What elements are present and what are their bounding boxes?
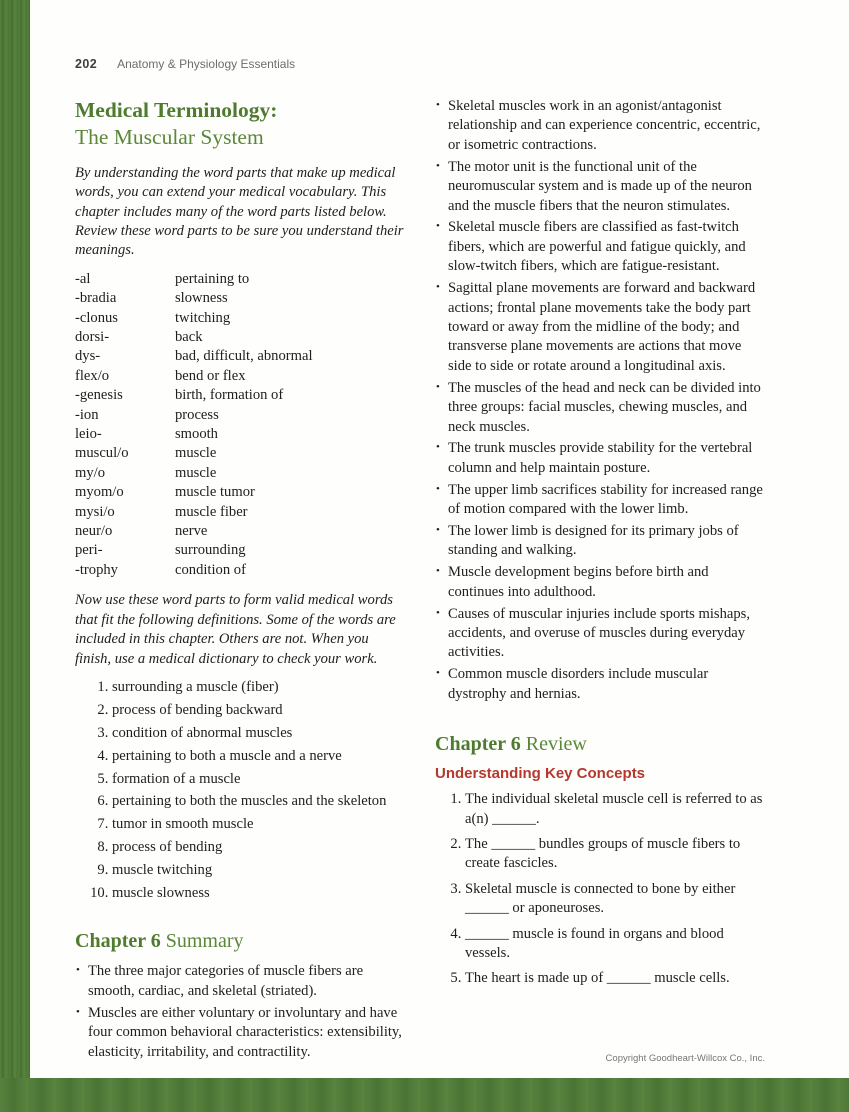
review-question: 2. The ______ bundles groups of muscle fibers to create fascicles.: [465, 835, 767, 874]
summary-bullet: • Muscles are either voluntary or involuntary and have four common behavioral characteristics: extensibility, elasticity, irritability, and contractility.: [75, 1004, 407, 1062]
word-part-row: [75, 464, 407, 483]
word-part-meaning: condition of: [175, 561, 246, 578]
word-part: my/o: [75, 464, 105, 481]
word-part-meaning: smooth: [175, 426, 218, 443]
summary-bullet: • Skeletal muscle fibers are classified as fast-twitch fibers, which are powerful and fatigue quickly, and slow-twitch fibers, which are fatigue-resistant.: [435, 218, 767, 276]
running-head: Anatomy & Physiology Essentials: [117, 57, 296, 71]
summary-bullets-right: [435, 97, 767, 704]
page-number: 202: [75, 57, 98, 71]
chapter-summary-heading-number: Chapter 6: [75, 930, 161, 953]
word-part: dorsi-: [75, 329, 110, 345]
word-part: -bradia: [75, 290, 117, 307]
two-column-layout: [75, 97, 767, 1065]
word-part-row: [75, 386, 407, 405]
summary-bullet: • Skeletal muscles work in an agonist/antagonist relationship and can experience concentric, eccentric, or isometric contractions.: [435, 97, 767, 155]
word-part-meaning: nerve: [175, 523, 208, 540]
word-part-row: [75, 541, 407, 560]
exercise-item: 4. pertaining to both a muscle and a nerve: [112, 747, 407, 766]
chapter-review-heading: [435, 732, 767, 756]
word-part-meaning: pertaining to: [175, 270, 250, 287]
summary-bullet: • Causes of muscular injuries include sports mishaps, accidents, and overuse of muscles during everyday activities.: [435, 605, 767, 663]
word-part-meaning: slowness: [175, 290, 228, 307]
chapter-review-heading-word: Review: [525, 733, 587, 756]
exercise-item: 3. condition of abnormal muscles: [112, 724, 407, 743]
word-part: myom/o: [75, 484, 124, 501]
summary-bullet: • Common muscle disorders include muscular dystrophy and hernias.: [435, 665, 767, 704]
summary-bullet: • The trunk muscles provide stability for the vertebral column and help maintain posture.: [435, 439, 767, 478]
exercise-item: 10. muscle slowness: [112, 884, 407, 903]
chapter-summary-heading-word: Summary: [165, 930, 244, 953]
chapter-review-heading-number: Chapter 6: [435, 733, 521, 756]
word-part-meaning: bend or flex: [175, 367, 246, 384]
word-parts-list: [75, 270, 407, 581]
word-part-meaning: twitching: [175, 309, 231, 326]
exercise-item: 7. tumor in smooth muscle: [112, 815, 407, 834]
word-part-row: [75, 561, 407, 580]
book-spine-band: [0, 0, 30, 1112]
word-part-row: [75, 270, 407, 289]
word-part-row: [75, 483, 407, 502]
exercise-item: 8. process of bending: [112, 838, 407, 857]
word-part-row: [75, 444, 407, 463]
review-question-list: [435, 790, 767, 989]
word-part-meaning: muscle: [175, 445, 217, 462]
word-part: peri-: [75, 542, 103, 559]
word-part-row: [75, 406, 407, 425]
word-part: flex/o: [75, 367, 110, 384]
page-content: [75, 57, 767, 1065]
word-part-meaning: process: [175, 406, 219, 423]
intro-paragraph: By understanding the word parts that make up medical words, you can extend your medical vocabulary. This chapter includes many of the word parts listed below. Review these word parts to be sure you understand their meanings.: [75, 164, 404, 259]
instructions-paragraph: Now use these word parts to form valid medical words that fit the following definitions. Some of the words are included in this chapter. Others are not. When you finish, use a medical dictionary to check your work.: [75, 592, 396, 667]
word-part: dys-: [75, 348, 101, 365]
word-part-meaning: muscle fiber: [175, 503, 248, 520]
summary-bullet: • The upper limb sacrifices stability for increased range of motion compared with the lower limb.: [435, 481, 767, 520]
summary-bullet: • The motor unit is the functional unit of the neuromuscular system and is made up of the neuron and the muscle fibers that the neuron stimulates.: [435, 158, 767, 216]
chapter-summary-heading: [75, 929, 407, 953]
exercise-item: 2. process of bending backward: [112, 701, 407, 720]
word-part-meaning: surrounding: [175, 542, 246, 559]
summary-bullet: • Sagittal plane movements are forward and backward actions; frontal plane movements take the body part toward or away from the midline of the body; and transverse plane movements are actions that move side to side or rotate around a longitudinal axis.: [435, 279, 767, 376]
word-part-row: [75, 347, 407, 366]
exercise-item: 5. formation of a muscle: [112, 770, 407, 789]
review-question: 5. The heart is made up of ______ muscle cells.: [465, 969, 767, 988]
understanding-key-concepts-subheading: Understanding Key Concepts: [435, 765, 646, 783]
word-part: -al: [75, 270, 91, 287]
exercise-list: [75, 678, 407, 904]
word-part-row: [75, 289, 407, 308]
word-part-row: [75, 425, 407, 444]
review-question: 1. The individual skeletal muscle cell is referred to as a(n) ______.: [465, 790, 767, 829]
word-part: -clonus: [75, 309, 118, 326]
exercise-item: 6. pertaining to both the muscles and the skeleton: [112, 792, 407, 811]
medical-terminology-subtitle: The Muscular System: [75, 124, 264, 149]
exercise-item: 9. muscle twitching: [112, 861, 407, 880]
word-part: -genesis: [75, 387, 123, 404]
medical-terminology-title: Medical Terminology:: [75, 98, 278, 122]
word-part-meaning: back: [175, 329, 203, 345]
summary-bullet: • Muscle development begins before birth and continues into adulthood.: [435, 563, 767, 602]
word-part-row: [75, 328, 407, 347]
page-header: [75, 57, 767, 71]
copyright-notice: Copyright Goodheart-Willcox Co., Inc.: [605, 1053, 765, 1064]
word-part-row: [75, 309, 407, 328]
summary-bullet: • The lower limb is designed for its primary jobs of standing and walking.: [435, 522, 767, 561]
word-part-meaning: muscle tumor: [175, 484, 255, 501]
review-question: 4. ______ muscle is found in organs and blood vessels.: [465, 925, 767, 964]
review-question: 3. Skeletal muscle is connected to bone by either ______ or aponeuroses.: [465, 880, 767, 919]
word-part-meaning: bad, difficult, abnormal: [175, 348, 313, 365]
word-part-row: [75, 503, 407, 522]
chapter-review-section: [435, 732, 767, 989]
word-part: -ion: [75, 406, 99, 423]
exercise-item: 1. surrounding a muscle (fiber): [112, 678, 407, 697]
word-part: neur/o: [75, 523, 113, 540]
word-part: -trophy: [75, 561, 118, 578]
summary-bullet: • The muscles of the head and neck can be divided into three groups: facial muscles, chewing muscles, and neck muscles.: [435, 379, 767, 437]
word-part: leio-: [75, 426, 102, 443]
word-part-row: [75, 522, 407, 541]
word-part: mysi/o: [75, 503, 115, 520]
right-column: [435, 97, 767, 1065]
word-part-meaning: muscle: [175, 464, 217, 481]
summary-bullets-left: [75, 962, 407, 1062]
summary-bullet: • The three major categories of muscle fibers are smooth, cardiac, and skeletal (striated).: [75, 962, 407, 1001]
footer-color-bar: [0, 1078, 849, 1112]
word-part-row: [75, 367, 407, 386]
word-part-meaning: birth, formation of: [175, 387, 284, 404]
word-part: muscul/o: [75, 445, 129, 462]
left-column: [75, 97, 407, 1065]
